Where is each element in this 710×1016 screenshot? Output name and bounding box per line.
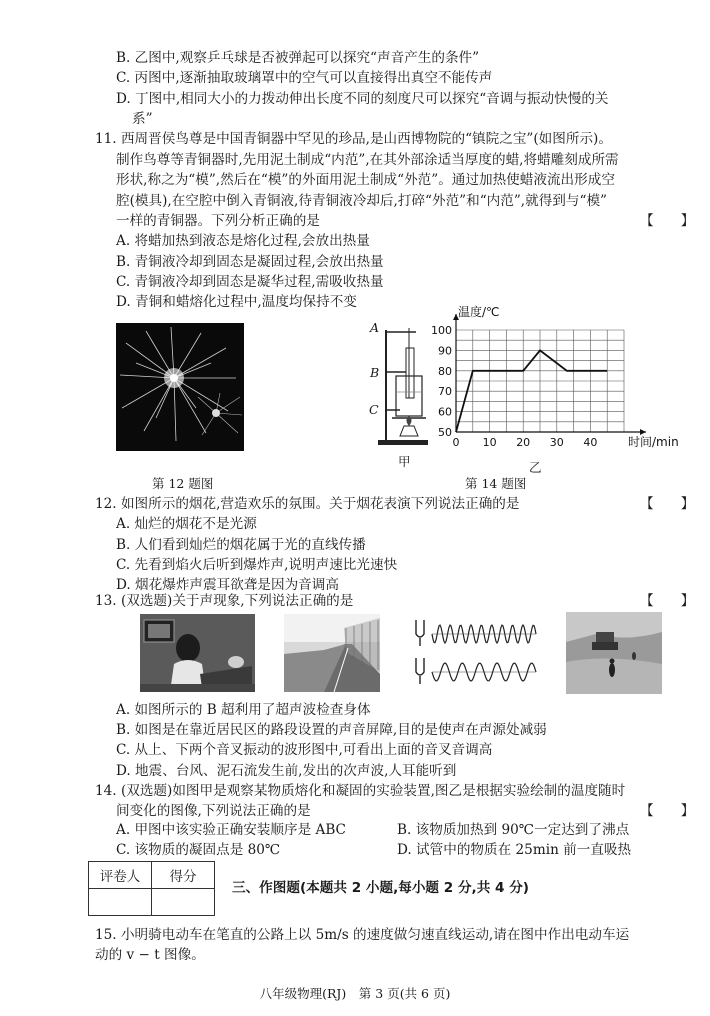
q11-answer-bracket: 【 】 (640, 213, 695, 229)
q13-stem: 13. (双选题)关于声现象,下列说法正确的是 (95, 593, 354, 609)
x-axis-label: 时间/min (628, 435, 679, 449)
q14-answer-bracket: 【 】 (640, 803, 695, 819)
q10-option-d-cont: 系” (132, 111, 153, 127)
q14-stem-line: 14. (双选题)如图甲是观察某物质熔化和凝固的实验装置,图乙是根据实验绘制的温度随时 (95, 783, 626, 799)
y-tick-label: 50 (438, 426, 452, 439)
x-tick-label: 0 (452, 436, 460, 449)
fireworks-photo (116, 323, 244, 451)
q10-option-b: B. 乙图中,观察乒乓球是否被弹起可以探究“声音产生的条件” (116, 50, 480, 66)
apparatus-label-c: C (369, 402, 379, 417)
y-tick-label: 100 (431, 324, 452, 337)
y-tick-label: 60 (438, 405, 452, 419)
q11-option-c: C. 青铜液冷却到固态是凝华过程,需吸收热量 (116, 274, 384, 290)
q13-option-b: B. 如图是在靠近居民区的路段设置的声音屏障,目的是使声在声源处减弱 (116, 722, 547, 738)
y-tick-label: 90 (438, 344, 452, 358)
q12-option-b: B. 人们看到灿烂的烟花属于光的直线传播 (116, 537, 366, 553)
q10-option-c: C. 丙图中,逐渐抽取玻璃罩中的空气可以直接得出真空不能传声 (116, 70, 493, 86)
y-axis-label: 温度/℃ (458, 305, 500, 319)
q13-answer-bracket: 【 】 (640, 593, 695, 609)
q11-stem-line: 腔(模具),在空腔中倒入青铜液,待青铜液冷却后,打碎“外范”和“内范”,就得到与“模” (116, 193, 607, 209)
q12-option-a: A. 灿烂的烟花不是光源 (116, 516, 257, 532)
figure-14-caption: 第 14 题图 (465, 476, 527, 491)
q14-option-a: A. 甲图中该实验正确安装顺序是 ABC (116, 822, 346, 838)
tuning-fork-waveforms (410, 614, 540, 694)
q11-stem-line: 制作鸟尊等青铜器时,先用泥土制成“内范”,在其外部涂适当厚度的蜡,将蜡雕刻成所需 (116, 152, 619, 168)
figure-jia-label: 甲 (398, 454, 411, 469)
grader-cell (89, 889, 152, 916)
x-tick-label: 40 (583, 436, 598, 449)
q12-answer-bracket: 【 】 (640, 496, 695, 512)
q15-stem-line: 15. 小明骑电动车在笔直的公路上以 5m/s 的速度做匀速直线运动,请在图中作出电动车运 (95, 927, 630, 943)
apparatus-label-a: A (370, 320, 380, 335)
page-footer: 八年级物理(RJ) 第 3 页(共 6 页) (259, 986, 451, 1001)
section-3-title: 三、作图题(本题共 2 小题,每小题 2 分,共 4 分) (232, 880, 530, 896)
q14-option-b: B. 该物质加热到 90℃一定达到了沸点 (397, 822, 630, 838)
apparatus-label-b: B (370, 365, 380, 380)
q11-stem-line: 一样的青铜器。下列分析正确的是 (116, 213, 320, 229)
q13-option-a: A. 如图所示的 B 超利用了超声波检查身体 (116, 702, 371, 718)
score-box (88, 861, 215, 916)
y-tick-label: 70 (438, 385, 452, 399)
y-tick-label: 80 (438, 364, 452, 378)
temperature-time-chart (424, 300, 679, 475)
b-ultrasound-photo (140, 614, 255, 692)
q12-option-c: C. 先看到焰火后听到爆炸声,说明声速比光速快 (116, 557, 398, 573)
q11-option-d: D. 青铜和蜡熔化过程中,温度均保持不变 (116, 294, 357, 310)
figure-12-caption: 第 12 题图 (152, 476, 214, 491)
q14-option-c: C. 该物质的凝固点是 80℃ (116, 842, 281, 858)
q14-stem-line: 间变化的图像,下列说法正确的是 (116, 803, 311, 819)
x-tick-label: 10 (482, 436, 497, 449)
q12-stem: 12. 如图所示的烟花,营造欢乐的氛围。关于烟花表演下列说法正确的是 (95, 496, 520, 512)
q10-option-d: D. 丁图中,相同大小的力拨动伸出长度不同的刻度尺可以探究“音调与振动快慢的关 (116, 91, 609, 107)
q11-stem-line: 11. 西周晋侯鸟尊是中国青铜器中罕见的珍品,是山西博物院的“镇院之宝”(如图所示)。 (95, 131, 612, 147)
score-label: 得分 (152, 862, 215, 889)
q13-option-d: D. 地震、台风、泥石流发生前,发出的次声波,人耳能听到 (116, 763, 457, 779)
q15-stem-line: 动的 v − t 图像。 (95, 947, 205, 963)
q11-option-b: B. 青铜液冷却到固态是凝固过程,会放出热量 (116, 254, 384, 270)
q12-option-d: D. 烟花爆炸声震耳欲聋是因为音调高 (116, 577, 339, 593)
q14-option-d: D. 试管中的物质在 25min 前一直吸热 (397, 842, 632, 858)
q11-option-a: A. 将蜡加热到液态是熔化过程,会放出热量 (116, 233, 370, 249)
score-cell (152, 889, 215, 916)
figure-yi-label: 乙 (529, 460, 542, 475)
sound-barrier-photo (284, 614, 380, 692)
x-tick-label: 20 (516, 436, 531, 449)
x-tick-label: 30 (549, 436, 564, 449)
grader-label: 评卷人 (89, 862, 152, 889)
q13-option-c: C. 从上、下两个音叉振动的波形图中,可看出上面的音叉音调高 (116, 742, 493, 758)
mudslide-photo (566, 612, 662, 694)
q11-stem-line: 形状,称之为“模”,然后在“模”的外面用泥土制成“外范”。通过加热使蜡液流出形成空 (116, 172, 615, 188)
